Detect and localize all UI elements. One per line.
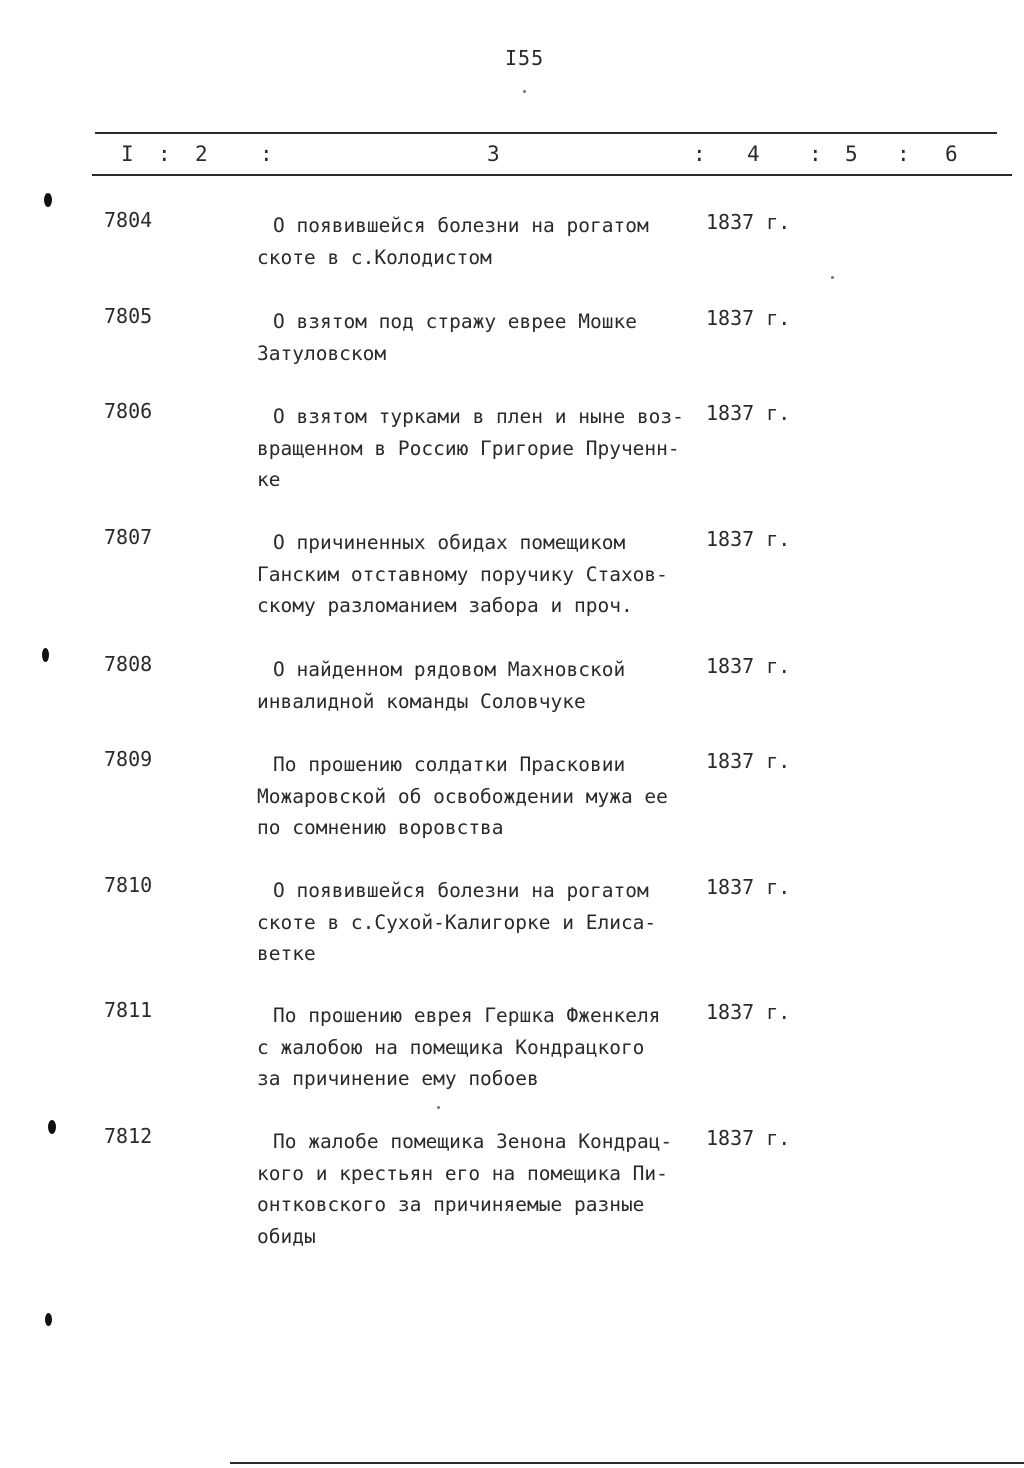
entry-description	[257, 1000, 660, 1095]
entry-description-line: Затуловском	[257, 341, 387, 365]
entry-number: 7804	[104, 208, 153, 232]
header-col-4: 4	[747, 142, 760, 166]
speck	[831, 276, 834, 279]
entry-description-line: О найденном рядовом Махновской	[273, 658, 626, 681]
entry-year: 1837 г.	[706, 1126, 791, 1150]
entry-description-line: По прошению солдатки Прасковии	[273, 753, 626, 776]
entry-description-line: скоте в с.Сухой-Калигорке и Елиса-	[257, 910, 657, 934]
entry-number: 7806	[104, 399, 153, 423]
entry-year: 1837 г.	[706, 306, 791, 330]
entry-description-line: за причинение ему побоев	[257, 1067, 539, 1090]
entry-description	[257, 306, 637, 369]
page-bottom-rule	[230, 1462, 1024, 1464]
binding-hole-mark	[44, 193, 52, 207]
entry-year: 1837 г.	[706, 210, 791, 234]
entry-number: 7812	[104, 1124, 153, 1148]
entry-description-line: О причиненных обидах помещиком	[273, 531, 626, 554]
entry-description-line: О взятом турками в плен и ныне воз-	[273, 405, 684, 428]
binding-hole-mark	[42, 648, 49, 662]
entry-description-line: О взятом под стражу еврее Мошке	[273, 310, 637, 333]
page-number: I55	[505, 46, 545, 70]
entry-description-line: кого и крестьян его на помещика Пи-	[257, 1161, 668, 1185]
entry-year: 1837 г.	[706, 875, 791, 899]
speck	[523, 90, 526, 93]
header-separator: :	[260, 142, 273, 166]
header-separator: :	[809, 142, 822, 166]
entry-description-line: О появившейся болезни на рогатом	[273, 879, 649, 902]
entry-number: 7809	[104, 747, 153, 771]
entry-description-line: онтковского за причиняемые разные	[257, 1193, 645, 1216]
entry-description-line: Ганским отставному поручику Стахов-	[257, 562, 668, 586]
entry-description-line: По жалобе помещика Зенона Кондрац-	[273, 1130, 673, 1153]
entry-number: 7808	[104, 652, 153, 676]
header-col-6: 6	[945, 142, 958, 166]
entry-number: 7810	[104, 873, 153, 897]
speck	[437, 1106, 440, 1109]
header-separator: :	[897, 142, 910, 166]
entry-description	[257, 654, 625, 717]
header-col-5: 5	[845, 142, 858, 166]
entry-number: 7811	[104, 998, 153, 1022]
entry-description-line: По прошению еврея Гершка Фженкеля	[273, 1004, 661, 1027]
entry-description	[257, 749, 668, 844]
entry-description-line: по сомнению воровства	[257, 816, 504, 839]
header-col-1: I	[121, 142, 134, 166]
entry-description-line: О появившейся болезни на рогатом	[273, 214, 649, 237]
entry-description	[257, 401, 684, 496]
entry-description-line: Можаровской об освобождении мужа ее	[257, 784, 668, 808]
entry-description-line: скоте в с.Колодистом	[257, 245, 492, 269]
header-top-rule	[95, 132, 997, 134]
binding-hole-mark	[45, 1313, 52, 1326]
entry-year: 1837 г.	[706, 654, 791, 678]
entry-description-line: обиды	[257, 1224, 316, 1248]
entry-description	[257, 210, 649, 273]
entry-description	[257, 1126, 672, 1252]
entry-description-line: с жалобою на помещика Кондрацкого	[257, 1035, 645, 1059]
entry-description	[257, 527, 668, 622]
entry-year: 1837 г.	[706, 749, 791, 773]
binding-hole-mark	[48, 1120, 56, 1134]
entry-description-line: ветке	[257, 942, 316, 965]
entry-description-line: вращенном в Россию Григорие Прученн-	[257, 436, 680, 460]
entry-description-line: ке	[257, 468, 281, 491]
entry-description	[257, 875, 656, 970]
header-col-2: 2	[195, 142, 208, 166]
entry-number: 7807	[104, 525, 153, 549]
entry-description-line: инвалидной команды Соловчуке	[257, 689, 586, 713]
header-separator: :	[158, 142, 171, 166]
header-col-3: 3	[487, 142, 500, 166]
header-bottom-rule	[92, 174, 1012, 176]
entry-year: 1837 г.	[706, 1000, 791, 1024]
header-separator: :	[693, 142, 706, 166]
entry-number: 7805	[104, 304, 153, 328]
entry-year: 1837 г.	[706, 527, 791, 551]
entry-description-line: скому разломанием забора и проч.	[257, 594, 633, 617]
entry-year: 1837 г.	[706, 401, 791, 425]
